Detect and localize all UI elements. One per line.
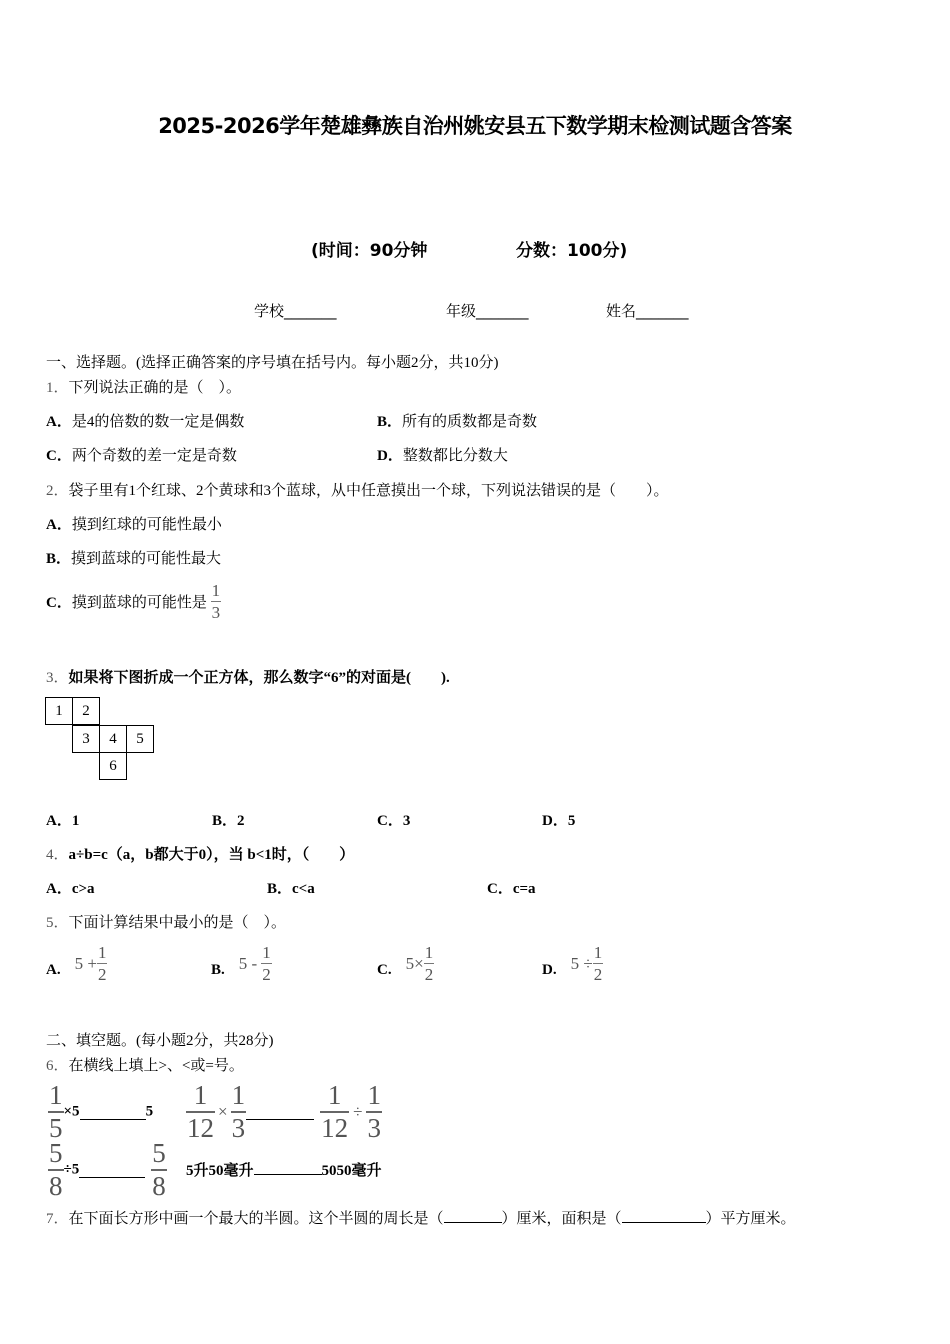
question-3 bbox=[46, 666, 450, 687]
fraction-one-half: $\frac{1}{2}$ bbox=[593, 943, 603, 984]
q1-option-c[interactable]: C．两个奇数的差一定是奇数 bbox=[46, 448, 237, 464]
q3-option-b[interactable]: B．2 bbox=[212, 813, 245, 829]
q1-option-b[interactable]: B．所有的质数都是奇数 bbox=[377, 414, 538, 430]
answer-blank[interactable] bbox=[80, 1105, 146, 1120]
answer-blank[interactable] bbox=[79, 1163, 145, 1178]
document-title: 2025-2026学年楚雄彝族自治州姚安县五下数学期末检测试题含答案 bbox=[158, 114, 792, 138]
q2-option-a[interactable]: A．摸到红球的可能性最小 bbox=[46, 517, 222, 533]
fraction-one-half: $\frac{1}{2}$ bbox=[262, 943, 271, 984]
q3-option-d[interactable]: D．5 bbox=[542, 813, 576, 829]
q3-option-c[interactable]: C．3 bbox=[377, 813, 411, 829]
question-1 bbox=[46, 376, 241, 397]
net-cell: 2 bbox=[72, 697, 100, 725]
question-number: 5． bbox=[46, 915, 69, 931]
answer-blank[interactable] bbox=[246, 1105, 314, 1120]
q5-option-d[interactable]: D. 5 ÷ $\frac{1}{2}$ bbox=[542, 943, 603, 984]
question-stem: 袋子里有1个红球、2个黄球和3个蓝球，从中任意摸出一个球，下列说法错误的是（ ）。 bbox=[68, 483, 669, 499]
q2-option-c[interactable]: C．摸到蓝球的可能性是 $\frac{1}{3}$ bbox=[46, 581, 221, 622]
question-stem: 下列说法正确的是（ ）。 bbox=[68, 380, 242, 396]
q4-option-c[interactable]: C．c=a bbox=[487, 881, 536, 897]
question-number: 7． bbox=[46, 1211, 69, 1227]
q2-option-b[interactable]: B．摸到蓝球的可能性最大 bbox=[46, 551, 222, 567]
q3-option-a[interactable]: A．1 bbox=[46, 813, 80, 829]
net-cell: 6 bbox=[99, 752, 127, 780]
net-cell: 1 bbox=[45, 697, 73, 725]
question-stem: 如果将下图折成一个正方体，那么数字“6”的对面是( ). bbox=[68, 670, 450, 686]
q4-option-a[interactable]: A．c>a bbox=[46, 881, 95, 897]
question-number: 1． bbox=[46, 380, 69, 396]
q6-item-3: $\frac{5}{8}$ ÷5 $\frac{5}{8}$ bbox=[49, 1138, 166, 1201]
section1-heading: 一、选择题。(选择正确答案的序号填在括号内。每小题2分，共10分) bbox=[46, 355, 499, 371]
question-number: 2． bbox=[46, 483, 69, 499]
cube-net-diagram bbox=[45, 697, 160, 781]
fraction-one-half: $\frac{1}{2}$ bbox=[424, 943, 434, 984]
q6-item-2: $\frac{1}{12}$ × $\frac{1}{3}$ $\frac{1}{12}$ ÷ $\frac{1}{3}$ bbox=[187, 1080, 381, 1143]
q1-option-d[interactable]: D．整数都比分数大 bbox=[377, 448, 508, 464]
q1-option-a[interactable]: A．是4的倍数的数一定是偶数 bbox=[46, 414, 245, 430]
question-7: 7．在下面长方形中画一个最大的半圆。这个半圆的周长是（ ）厘米，面积是（ ）平方厘米。 bbox=[46, 1207, 796, 1228]
q5-option-c[interactable]: C. 5× $\frac{1}{2}$ bbox=[377, 943, 434, 984]
net-cell: 4 bbox=[99, 725, 127, 753]
question-number: 6． bbox=[46, 1058, 69, 1074]
net-cell: 3 bbox=[72, 725, 100, 753]
school-field[interactable]: 学校_______ bbox=[254, 302, 337, 320]
area-blank[interactable] bbox=[622, 1208, 706, 1223]
question-number: 3． bbox=[46, 670, 69, 686]
net-cell: 5 bbox=[126, 725, 154, 753]
fraction: $\frac{1}{5}$ bbox=[49, 1080, 63, 1143]
q5-option-b[interactable]: B. 5 - $\frac{1}{2}$ bbox=[211, 943, 271, 984]
question-6 bbox=[46, 1054, 244, 1075]
question-stem: 下面计算结果中最小的是（ ）。 bbox=[68, 915, 287, 931]
fraction-one-half: $\frac{1}{2}$ bbox=[97, 943, 107, 984]
exam-score: 分数：100分) bbox=[516, 241, 628, 261]
exam-time: (时间：90分钟 bbox=[311, 241, 428, 261]
grade-field[interactable]: 年级_______ bbox=[446, 302, 529, 320]
name-field[interactable]: 姓名_______ bbox=[606, 302, 689, 320]
question-2 bbox=[46, 479, 669, 500]
perimeter-blank[interactable] bbox=[444, 1208, 502, 1223]
question-stem: a÷b=c（a，b都大于0），当 b<1时，（ ） bbox=[68, 847, 355, 863]
answer-blank[interactable] bbox=[254, 1160, 322, 1175]
q6-item-1: $\frac{1}{5}$ ×5 5 bbox=[49, 1080, 154, 1143]
fraction-one-third: $\frac{1}{3}$ bbox=[211, 581, 221, 622]
section2-heading: 二、填空题。(每小题2分，共28分) bbox=[46, 1033, 274, 1049]
q4-option-b[interactable]: B．c<a bbox=[267, 881, 315, 897]
question-number: 4． bbox=[46, 847, 69, 863]
question-5 bbox=[46, 911, 286, 932]
q6-item-4: 5升50毫升 5050毫升 bbox=[186, 1159, 382, 1180]
question-4 bbox=[46, 843, 354, 864]
q5-option-a[interactable]: A. 5 + $\frac{1}{2}$ bbox=[46, 943, 107, 984]
question-stem: 在横线上填上>、<或=号。 bbox=[68, 1058, 244, 1074]
